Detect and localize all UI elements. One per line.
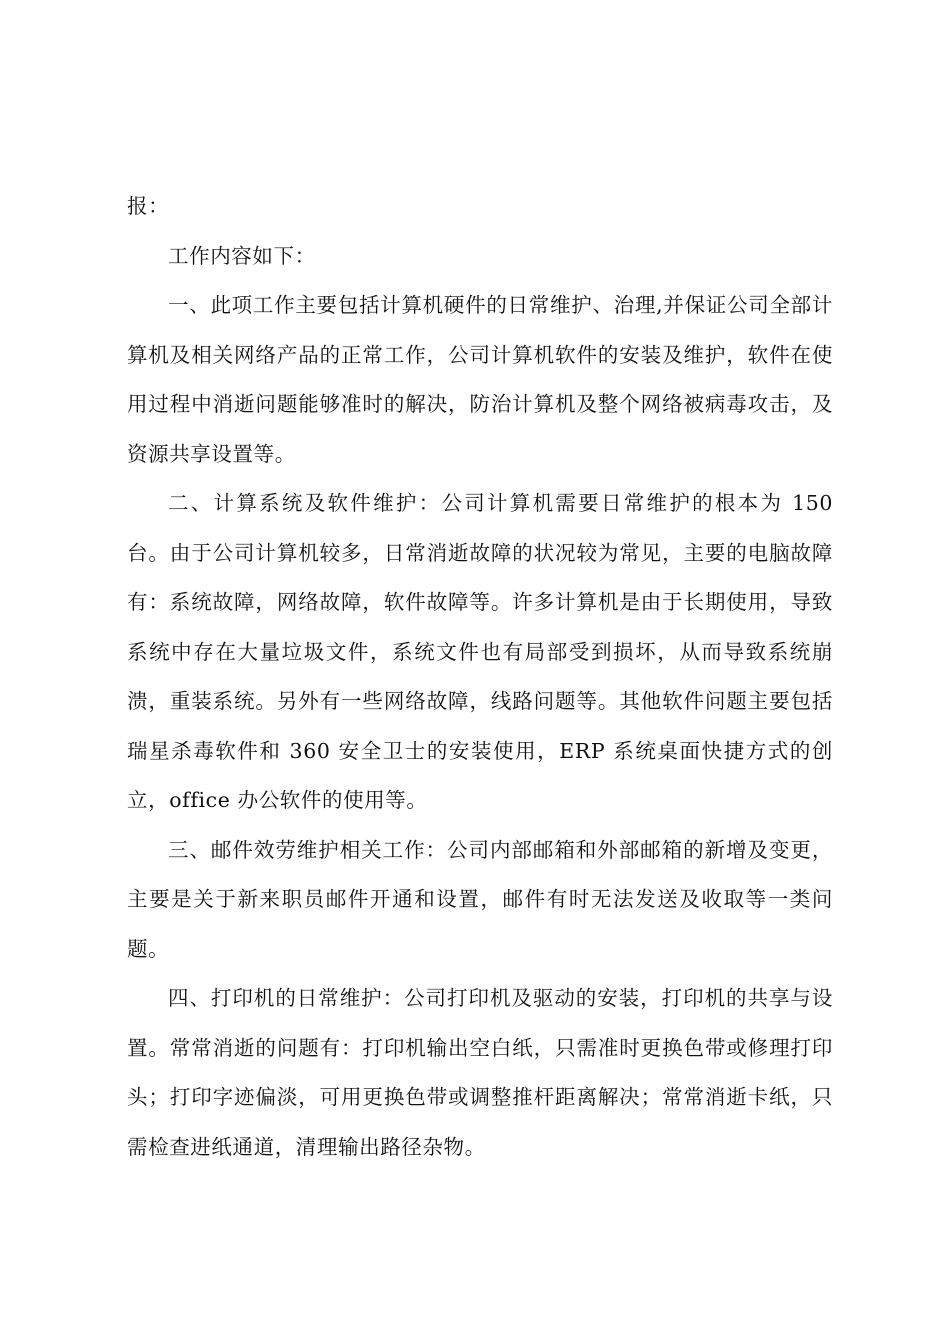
- paragraph-printer-maintenance: 四、打印机的日常维护：公司打印机及驱动的安装，打印机的共享与设置。常常消逝的问题有：打印机输出空白纸，只需准时更换色带或修理打印头；打印字迹偏淡，可用更换色带或调整推杆距离解决；常常消逝卡纸，只需检查进纸通道，清理输出路径杂物。: [127, 986, 833, 1159]
- paragraph-system-software-maintenance: 二、计算系统及软件维护：公司计算机需要日常维护的根本为 150 台。由于公司计算机较多，日常消逝故障的状况较为常见，主要的电脑故障有：系统故障，网络故障，软件故障等。许多计算机是由于长期使用，导致系统中存在大量垃圾文件，系统文件也有局部受到损坏，从而导致系统崩溃，重装系统。另外有一些网络故障，线路问题等。其他软件问题主要包括瑞星杀毒软件和 360 安全卫士的安装使用，ERP 系统桌面快捷方式的创立，office 办公软件的使用等。: [127, 491, 833, 812]
- paragraph-work-intro: 工作内容如下：: [168, 243, 316, 268]
- paragraph-email-service: 三、邮件效劳维护相关工作：公司内部邮箱和外部邮箱的新增及变更，主要是关于新来职员邮件开通和设置，邮件有时无法发送及收取等一类问题。: [127, 837, 833, 961]
- document-body: [127, 182, 833, 1172]
- paragraph-hardware-maintenance: 一、此项工作主要包括计算机硬件的日常维护、治理,并保证公司全部计算机及相关网络产品的正常工作，公司计算机软件的安装及维护，软件在使用过程中消逝问题能够准时的解决，防治计算机及整个网络被病毒攻击，及资源共享设置等。: [127, 293, 833, 466]
- paragraph-report-fragment: 报：: [127, 194, 170, 218]
